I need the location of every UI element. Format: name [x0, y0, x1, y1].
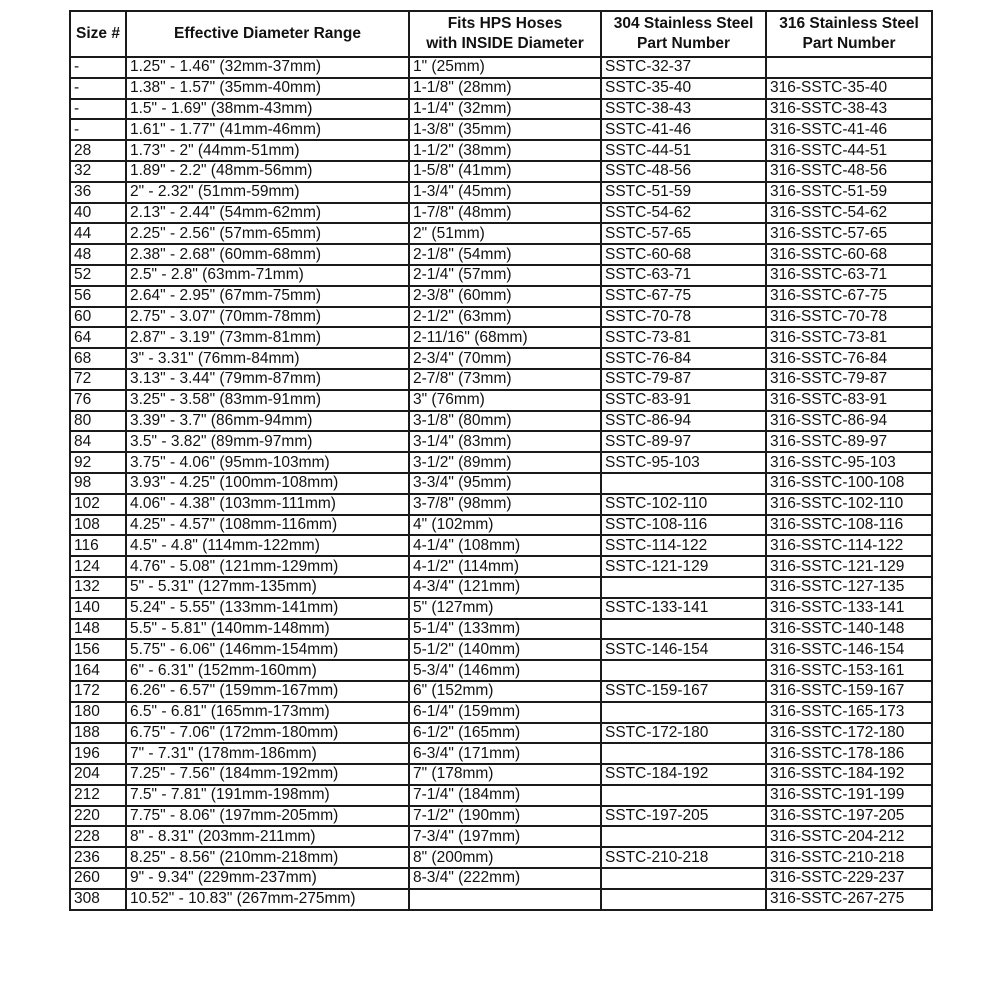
cell-diameter-range: 2.64" - 2.95" (67mm-75mm) — [126, 286, 409, 307]
cell-diameter-range: 1.38" - 1.57" (35mm-40mm) — [126, 78, 409, 99]
cell-size: 76 — [70, 390, 126, 411]
cell-hose-inside-diameter: 2-1/8" (54mm) — [409, 244, 601, 265]
cell-size: 98 — [70, 473, 126, 494]
cell-304-part-number: SSTC-63-71 — [601, 265, 766, 286]
table-row — [70, 265, 932, 286]
cell-316-part-number: 316-SSTC-204-212 — [766, 826, 932, 847]
cell-diameter-range: 3.25" - 3.58" (83mm-91mm) — [126, 390, 409, 411]
cell-diameter-range: 1.25" - 1.46" (32mm-37mm) — [126, 57, 409, 78]
table-row — [70, 244, 932, 265]
cell-304-part-number: SSTC-121-129 — [601, 556, 766, 577]
cell-size: 308 — [70, 889, 126, 910]
cell-diameter-range: 2.5" - 2.8" (63mm-71mm) — [126, 265, 409, 286]
cell-size: - — [70, 78, 126, 99]
cell-304-part-number — [601, 473, 766, 494]
header-size-line: Size # — [76, 25, 120, 42]
table-row — [70, 431, 932, 452]
table-row — [70, 515, 932, 536]
header-304-line-2: Part Number — [636, 35, 731, 52]
cell-316-part-number: 316-SSTC-76-84 — [766, 348, 932, 369]
cell-size: 44 — [70, 223, 126, 244]
cell-diameter-range: 5.75" - 6.06" (146mm-154mm) — [126, 639, 409, 660]
cell-hose-inside-diameter: 1-3/4" (45mm) — [409, 182, 601, 203]
cell-316-part-number: 316-SSTC-127-135 — [766, 577, 932, 598]
cell-size: - — [70, 99, 126, 120]
cell-304-part-number: SSTC-51-59 — [601, 182, 766, 203]
cell-304-part-number: SSTC-86-94 — [601, 411, 766, 432]
cell-hose-inside-diameter: 2" (51mm) — [409, 223, 601, 244]
cell-hose-inside-diameter: 1-1/8" (28mm) — [409, 78, 601, 99]
cell-304-part-number: SSTC-35-40 — [601, 78, 766, 99]
cell-hose-inside-diameter: 7-1/2" (190mm) — [409, 806, 601, 827]
table-row — [70, 119, 932, 140]
cell-diameter-range: 1.61" - 1.77" (41mm-46mm) — [126, 119, 409, 140]
cell-size: 60 — [70, 307, 126, 328]
cell-diameter-range: 7.75" - 8.06" (197mm-205mm) — [126, 806, 409, 827]
cell-316-part-number: 316-SSTC-79-87 — [766, 369, 932, 390]
cell-304-part-number — [601, 868, 766, 889]
cell-size: 116 — [70, 535, 126, 556]
cell-hose-inside-diameter: 5-3/4" (146mm) — [409, 660, 601, 681]
cell-size: 68 — [70, 348, 126, 369]
cell-size: 28 — [70, 140, 126, 161]
cell-316-part-number: 316-SSTC-114-122 — [766, 535, 932, 556]
table-row — [70, 868, 932, 889]
cell-hose-inside-diameter: 1-7/8" (48mm) — [409, 203, 601, 224]
cell-304-part-number: SSTC-60-68 — [601, 244, 766, 265]
cell-diameter-range: 7.5" - 7.81" (191mm-198mm) — [126, 785, 409, 806]
cell-hose-inside-diameter: 3-1/8" (80mm) — [409, 411, 601, 432]
cell-hose-inside-diameter: 4-1/2" (114mm) — [409, 556, 601, 577]
header-304-part — [601, 11, 766, 57]
cell-hose-inside-diameter: 4-3/4" (121mm) — [409, 577, 601, 598]
cell-diameter-range: 2.25" - 2.56" (57mm-65mm) — [126, 223, 409, 244]
cell-diameter-range: 4.5" - 4.8" (114mm-122mm) — [126, 535, 409, 556]
table-row — [70, 847, 932, 868]
cell-size: 180 — [70, 702, 126, 723]
cell-hose-inside-diameter: 3-7/8" (98mm) — [409, 494, 601, 515]
cell-size: 80 — [70, 411, 126, 432]
cell-size: 108 — [70, 515, 126, 536]
cell-304-part-number: SSTC-67-75 — [601, 286, 766, 307]
cell-316-part-number: 316-SSTC-67-75 — [766, 286, 932, 307]
cell-316-part-number: 316-SSTC-44-51 — [766, 140, 932, 161]
table-row — [70, 723, 932, 744]
table-row — [70, 577, 932, 598]
cell-hose-inside-diameter: 1-5/8" (41mm) — [409, 161, 601, 182]
cell-304-part-number — [601, 889, 766, 910]
cell-size: 148 — [70, 619, 126, 640]
cell-316-part-number: 316-SSTC-35-40 — [766, 78, 932, 99]
cell-316-part-number: 316-SSTC-172-180 — [766, 723, 932, 744]
cell-diameter-range: 1.5" - 1.69" (38mm-43mm) — [126, 99, 409, 120]
table-row — [70, 764, 932, 785]
cell-316-part-number: 316-SSTC-178-186 — [766, 743, 932, 764]
cell-316-part-number: 316-SSTC-83-91 — [766, 390, 932, 411]
table-row — [70, 57, 932, 78]
cell-diameter-range: 2.75" - 3.07" (70mm-78mm) — [126, 307, 409, 328]
table-row — [70, 494, 932, 515]
cell-diameter-range: 4.76" - 5.08" (121mm-129mm) — [126, 556, 409, 577]
cell-hose-inside-diameter: 2-7/8" (73mm) — [409, 369, 601, 390]
cell-316-part-number: 316-SSTC-95-103 — [766, 452, 932, 473]
cell-size: 260 — [70, 868, 126, 889]
cell-hose-inside-diameter: 1-1/2" (38mm) — [409, 140, 601, 161]
cell-304-part-number: SSTC-133-141 — [601, 598, 766, 619]
cell-hose-inside-diameter: 2-1/4" (57mm) — [409, 265, 601, 286]
cell-diameter-range: 6" - 6.31" (152mm-160mm) — [126, 660, 409, 681]
cell-316-part-number: 316-SSTC-108-116 — [766, 515, 932, 536]
cell-hose-inside-diameter: 2-3/4" (70mm) — [409, 348, 601, 369]
cell-316-part-number: 316-SSTC-159-167 — [766, 681, 932, 702]
table-row — [70, 473, 932, 494]
cell-316-part-number: 316-SSTC-57-65 — [766, 223, 932, 244]
table-row — [70, 348, 932, 369]
cell-304-part-number: SSTC-57-65 — [601, 223, 766, 244]
cell-diameter-range: 5.24" - 5.55" (133mm-141mm) — [126, 598, 409, 619]
cell-size: 236 — [70, 847, 126, 868]
cell-304-part-number: SSTC-95-103 — [601, 452, 766, 473]
cell-hose-inside-diameter: 5-1/2" (140mm) — [409, 639, 601, 660]
cell-316-part-number: 316-SSTC-70-78 — [766, 307, 932, 328]
table-row — [70, 78, 932, 99]
table-row — [70, 619, 932, 640]
cell-hose-inside-diameter: 2-3/8" (60mm) — [409, 286, 601, 307]
cell-316-part-number: 316-SSTC-191-199 — [766, 785, 932, 806]
cell-diameter-range: 1.89" - 2.2" (48mm-56mm) — [126, 161, 409, 182]
cell-diameter-range: 2.13" - 2.44" (54mm-62mm) — [126, 203, 409, 224]
cell-diameter-range: 8" - 8.31" (203mm-211mm) — [126, 826, 409, 847]
cell-304-part-number: SSTC-32-37 — [601, 57, 766, 78]
table-row — [70, 327, 932, 348]
cell-304-part-number — [601, 785, 766, 806]
cell-size: 140 — [70, 598, 126, 619]
cell-316-part-number: 316-SSTC-140-148 — [766, 619, 932, 640]
cell-316-part-number: 316-SSTC-51-59 — [766, 182, 932, 203]
table-row — [70, 598, 932, 619]
cell-hose-inside-diameter: 5-1/4" (133mm) — [409, 619, 601, 640]
cell-hose-inside-diameter: 8-3/4" (222mm) — [409, 868, 601, 889]
cell-size: 64 — [70, 327, 126, 348]
cell-316-part-number: 316-SSTC-197-205 — [766, 806, 932, 827]
cell-size: - — [70, 119, 126, 140]
table-row — [70, 223, 932, 244]
cell-diameter-range: 1.73" - 2" (44mm-51mm) — [126, 140, 409, 161]
cell-size: 102 — [70, 494, 126, 515]
cell-304-part-number: SSTC-41-46 — [601, 119, 766, 140]
header-304-line-1: 304 Stainless Steel — [613, 15, 754, 32]
cell-size: 212 — [70, 785, 126, 806]
table-row — [70, 390, 932, 411]
cell-size: 84 — [70, 431, 126, 452]
cell-hose-inside-diameter: 2-1/2" (63mm) — [409, 307, 601, 328]
cell-hose-inside-diameter: 3-3/4" (95mm) — [409, 473, 601, 494]
table-row — [70, 743, 932, 764]
cell-hose-inside-diameter: 6-1/4" (159mm) — [409, 702, 601, 723]
cell-diameter-range: 6.75" - 7.06" (172mm-180mm) — [126, 723, 409, 744]
cell-diameter-range: 3.39" - 3.7" (86mm-94mm) — [126, 411, 409, 432]
cell-304-part-number — [601, 577, 766, 598]
cell-hose-inside-diameter: 3" (76mm) — [409, 390, 601, 411]
cell-316-part-number: 316-SSTC-267-275 — [766, 889, 932, 910]
cell-316-part-number: 316-SSTC-229-237 — [766, 868, 932, 889]
header-row — [70, 11, 932, 57]
cell-hose-inside-diameter: 1-1/4" (32mm) — [409, 99, 601, 120]
cell-hose-inside-diameter: 2-11/16" (68mm) — [409, 327, 601, 348]
cell-hose-inside-diameter: 4-1/4" (108mm) — [409, 535, 601, 556]
cell-304-part-number — [601, 826, 766, 847]
cell-hose-inside-diameter: 1" (25mm) — [409, 57, 601, 78]
cell-304-part-number: SSTC-210-218 — [601, 847, 766, 868]
cell-304-part-number — [601, 660, 766, 681]
cell-316-part-number: 316-SSTC-133-141 — [766, 598, 932, 619]
cell-diameter-range: 4.25" - 4.57" (108mm-116mm) — [126, 515, 409, 536]
cell-size: 204 — [70, 764, 126, 785]
cell-316-part-number: 316-SSTC-210-218 — [766, 847, 932, 868]
cell-diameter-range: 10.52" - 10.83" (267mm-275mm) — [126, 889, 409, 910]
cell-size: 92 — [70, 452, 126, 473]
cell-316-part-number: 316-SSTC-54-62 — [766, 203, 932, 224]
cell-316-part-number: 316-SSTC-63-71 — [766, 265, 932, 286]
cell-diameter-range: 9" - 9.34" (229mm-237mm) — [126, 868, 409, 889]
cell-size: 40 — [70, 203, 126, 224]
cell-size: 52 — [70, 265, 126, 286]
table-row — [70, 681, 932, 702]
cell-hose-inside-diameter: 6-3/4" (171mm) — [409, 743, 601, 764]
cell-diameter-range: 2.87" - 3.19" (73mm-81mm) — [126, 327, 409, 348]
cell-size: 196 — [70, 743, 126, 764]
header-range-line: Effective Diameter Range — [174, 25, 361, 42]
cell-316-part-number: 316-SSTC-121-129 — [766, 556, 932, 577]
cell-304-part-number — [601, 743, 766, 764]
cell-304-part-number — [601, 619, 766, 640]
header-hose-line-2: with INSIDE Diameter — [426, 35, 584, 52]
cell-304-part-number: SSTC-89-97 — [601, 431, 766, 452]
cell-hose-inside-diameter: 6" (152mm) — [409, 681, 601, 702]
cell-diameter-range: 5" - 5.31" (127mm-135mm) — [126, 577, 409, 598]
cell-diameter-range: 3.13" - 3.44" (79mm-87mm) — [126, 369, 409, 390]
cell-size: 164 — [70, 660, 126, 681]
cell-304-part-number: SSTC-38-43 — [601, 99, 766, 120]
cell-316-part-number: 316-SSTC-102-110 — [766, 494, 932, 515]
cell-size: 132 — [70, 577, 126, 598]
cell-hose-inside-diameter: 7" (178mm) — [409, 764, 601, 785]
cell-304-part-number: SSTC-159-167 — [601, 681, 766, 702]
cell-diameter-range: 3.93" - 4.25" (100mm-108mm) — [126, 473, 409, 494]
cell-hose-inside-diameter: 4" (102mm) — [409, 515, 601, 536]
cell-size: - — [70, 57, 126, 78]
cell-316-part-number: 316-SSTC-48-56 — [766, 161, 932, 182]
cell-diameter-range: 6.26" - 6.57" (159mm-167mm) — [126, 681, 409, 702]
cell-316-part-number: 316-SSTC-86-94 — [766, 411, 932, 432]
cell-304-part-number: SSTC-54-62 — [601, 203, 766, 224]
cell-316-part-number: 316-SSTC-41-46 — [766, 119, 932, 140]
cell-size: 48 — [70, 244, 126, 265]
table-row — [70, 889, 932, 910]
table-body — [70, 57, 932, 910]
header-hose — [409, 11, 601, 57]
table-row — [70, 161, 932, 182]
cell-304-part-number: SSTC-146-154 — [601, 639, 766, 660]
cell-316-part-number: 316-SSTC-73-81 — [766, 327, 932, 348]
cell-304-part-number: SSTC-70-78 — [601, 307, 766, 328]
cell-304-part-number: SSTC-79-87 — [601, 369, 766, 390]
cell-304-part-number: SSTC-184-192 — [601, 764, 766, 785]
cell-size: 36 — [70, 182, 126, 203]
table-row — [70, 826, 932, 847]
cell-hose-inside-diameter: 5" (127mm) — [409, 598, 601, 619]
cell-size: 220 — [70, 806, 126, 827]
table-row — [70, 286, 932, 307]
table-row — [70, 660, 932, 681]
cell-size: 156 — [70, 639, 126, 660]
cell-hose-inside-diameter: 3-1/2" (89mm) — [409, 452, 601, 473]
table-row — [70, 556, 932, 577]
table-row — [70, 140, 932, 161]
table-row — [70, 411, 932, 432]
cell-304-part-number: SSTC-102-110 — [601, 494, 766, 515]
cell-304-part-number: SSTC-114-122 — [601, 535, 766, 556]
cell-size: 32 — [70, 161, 126, 182]
cell-hose-inside-diameter: 3-1/4" (83mm) — [409, 431, 601, 452]
cell-316-part-number: 316-SSTC-184-192 — [766, 764, 932, 785]
cell-size: 188 — [70, 723, 126, 744]
cell-316-part-number: 316-SSTC-146-154 — [766, 639, 932, 660]
cell-size: 228 — [70, 826, 126, 847]
table-row — [70, 702, 932, 723]
cell-diameter-range: 3.75" - 4.06" (95mm-103mm) — [126, 452, 409, 473]
cell-316-part-number: 316-SSTC-38-43 — [766, 99, 932, 120]
cell-316-part-number: 316-SSTC-100-108 — [766, 473, 932, 494]
cell-304-part-number: SSTC-108-116 — [601, 515, 766, 536]
cell-316-part-number: 316-SSTC-60-68 — [766, 244, 932, 265]
cell-diameter-range: 3.5" - 3.82" (89mm-97mm) — [126, 431, 409, 452]
cell-hose-inside-diameter: 7-1/4" (184mm) — [409, 785, 601, 806]
header-316-line-2: Part Number — [802, 35, 896, 52]
cell-size: 124 — [70, 556, 126, 577]
cell-hose-inside-diameter: 6-1/2" (165mm) — [409, 723, 601, 744]
table-row — [70, 182, 932, 203]
header-range — [126, 11, 409, 57]
cell-diameter-range: 6.5" - 6.81" (165mm-173mm) — [126, 702, 409, 723]
cell-diameter-range: 2.38" - 2.68" (60mm-68mm) — [126, 244, 409, 265]
header-316-line-1: 316 Stainless Steel — [779, 15, 919, 32]
cell-304-part-number: SSTC-48-56 — [601, 161, 766, 182]
table-row — [70, 785, 932, 806]
table-row — [70, 806, 932, 827]
table-row — [70, 639, 932, 660]
cell-304-part-number — [601, 702, 766, 723]
table-row — [70, 203, 932, 224]
table-row — [70, 99, 932, 120]
cell-diameter-range: 7.25" - 7.56" (184mm-192mm) — [126, 764, 409, 785]
cell-304-part-number: SSTC-172-180 — [601, 723, 766, 744]
cell-size: 172 — [70, 681, 126, 702]
cell-size: 72 — [70, 369, 126, 390]
cell-304-part-number: SSTC-197-205 — [601, 806, 766, 827]
table-row — [70, 307, 932, 328]
header-316-part — [766, 11, 932, 57]
table-row — [70, 535, 932, 556]
cell-hose-inside-diameter: 8" (200mm) — [409, 847, 601, 868]
cell-hose-inside-diameter: 7-3/4" (197mm) — [409, 826, 601, 847]
cell-diameter-range: 3" - 3.31" (76mm-84mm) — [126, 348, 409, 369]
header-size — [70, 11, 126, 57]
cell-hose-inside-diameter — [409, 889, 601, 910]
cell-304-part-number: SSTC-76-84 — [601, 348, 766, 369]
cell-316-part-number: 316-SSTC-165-173 — [766, 702, 932, 723]
hose-clamp-size-table — [69, 10, 933, 911]
table-row — [70, 452, 932, 473]
cell-diameter-range: 8.25" - 8.56" (210mm-218mm) — [126, 847, 409, 868]
cell-diameter-range: 5.5" - 5.81" (140mm-148mm) — [126, 619, 409, 640]
cell-304-part-number: SSTC-73-81 — [601, 327, 766, 348]
cell-316-part-number — [766, 57, 932, 78]
cell-304-part-number: SSTC-83-91 — [601, 390, 766, 411]
header-hose-line-1: Fits HPS Hoses — [447, 15, 563, 32]
cell-304-part-number: SSTC-44-51 — [601, 140, 766, 161]
cell-diameter-range: 7" - 7.31" (178mm-186mm) — [126, 743, 409, 764]
cell-hose-inside-diameter: 1-3/8" (35mm) — [409, 119, 601, 140]
cell-316-part-number: 316-SSTC-89-97 — [766, 431, 932, 452]
cell-diameter-range: 2" - 2.32" (51mm-59mm) — [126, 182, 409, 203]
cell-316-part-number: 316-SSTC-153-161 — [766, 660, 932, 681]
table-row — [70, 369, 932, 390]
cell-diameter-range: 4.06" - 4.38" (103mm-111mm) — [126, 494, 409, 515]
cell-size: 56 — [70, 286, 126, 307]
